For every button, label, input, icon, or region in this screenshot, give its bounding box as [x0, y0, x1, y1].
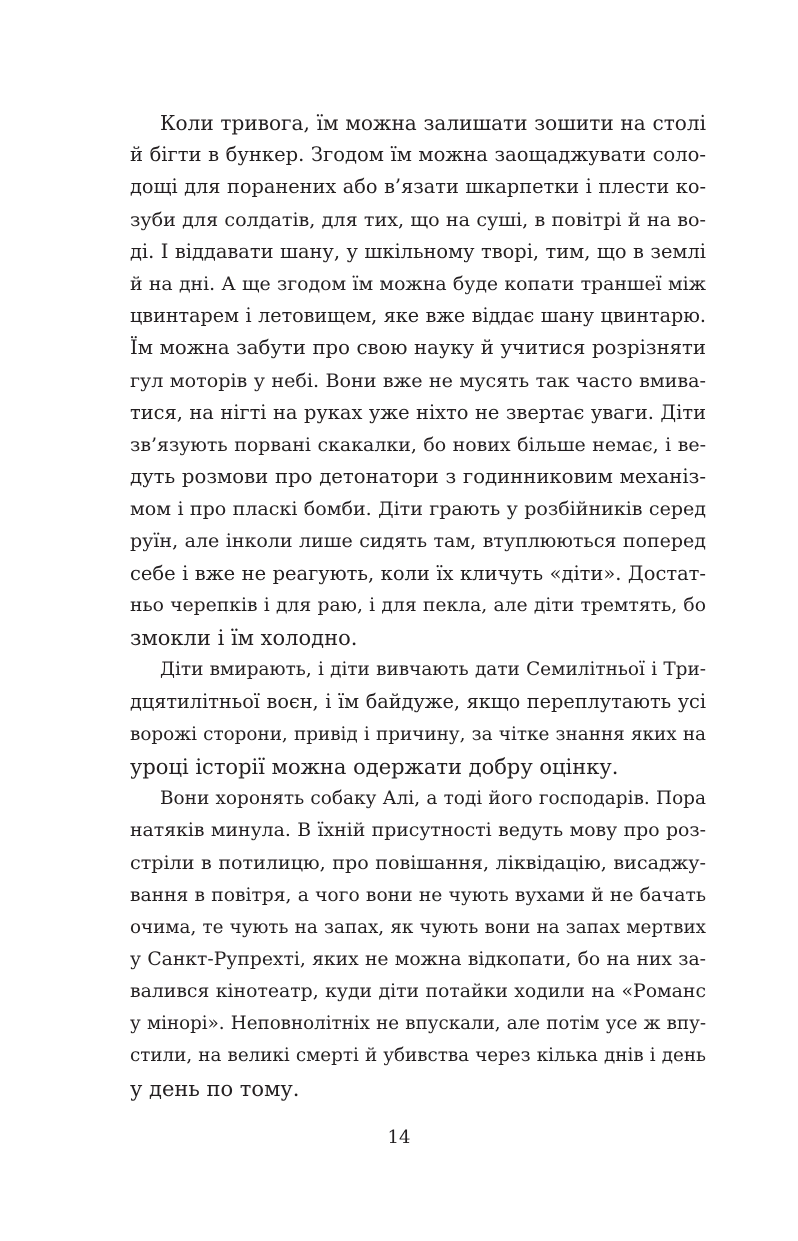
text-line: Вони хоронять собаку Алі, а тоді його господарів. Пора	[160, 787, 706, 809]
text-line: дцятилітньої воєн, і їм байдуже, якщо переплутають усі	[130, 690, 706, 714]
text-line: у Санкт-Рупрехті, яких не можна відкопати, бо на них за-	[130, 948, 706, 970]
text-line: цвинтарем і летовищем, яке вже віддає шану цвинтарю.	[130, 304, 706, 328]
text-line: ворожі сторони, привід і причину, за чітке знання яких на	[130, 723, 706, 745]
text-line: тися, на нігті на руках уже ніхто не звертає уваги. Діти	[130, 400, 706, 424]
body-text	[130, 107, 706, 1105]
text-line: себе і вже не реагують, коли їх кличуть «діти». Достат-	[130, 561, 706, 585]
text-line: змокли і їм холодно.	[130, 626, 358, 650]
paragraph-1	[130, 107, 706, 654]
paragraph-2	[130, 654, 706, 783]
text-line: мом і про пласкі бомби. Діти грають у розбійників серед	[130, 498, 706, 521]
text-line: зв’язують порвані скакалки, бо нових більше немає, і ве-	[130, 433, 706, 456]
text-line: ді. І віддавати шану, у шкільному творі, тим, що в землі	[130, 239, 706, 263]
text-line: натяків минула. В їхній присутності ведуть мову про роз-	[130, 820, 706, 842]
text-line: зуби для солдатів, для тих, що на суші, в повітрі й на во-	[130, 207, 706, 231]
text-line: Їм можна забути про свою науку й учитися розрізняти	[130, 336, 706, 360]
text-line: очима, те чують на запах, як чують вони на запах мертвих	[130, 916, 706, 938]
text-line: гул моторів у небі. Вони вже не мусять так часто вмива-	[130, 368, 706, 392]
text-line: дощі для поранених або в’язати шкарпетки і плести ко-	[130, 175, 706, 199]
text-line: у день по тому.	[130, 1076, 300, 1101]
text-line: уроці історії можна одержати добру оцінку.	[130, 754, 619, 779]
paragraph-3	[130, 783, 706, 1105]
text-line: вання в повітря, а чого вони не чують вухами й не бачать	[130, 884, 706, 906]
text-line: стріли в потилицю, про повішання, ліквідацію, висаджу-	[130, 851, 706, 875]
text-line: у мінорі». Неповнолітніх не впускали, але потім усе ж впу-	[130, 1013, 706, 1035]
text-line: руїн, але інколи лише сидять там, втуплюються поперед	[130, 530, 706, 553]
text-line: й бігти в бункер. Згодом їм можна заощаджувати соло-	[130, 143, 706, 167]
text-line: Коли тривога, їм можна залишати зошити на столі	[160, 111, 706, 135]
text-line: й на дні. А ще згодом їм можна буде копати траншеї між	[130, 272, 706, 295]
page-number: 14	[387, 1127, 411, 1148]
text-line: валився кінотеатр, куди діти потайки ходили на «Романс	[130, 981, 706, 1003]
text-line: ньо черепків і для раю, і для пекла, але діти тремтять, бо	[130, 594, 706, 616]
text-line: стили, на великі смерті й убивства через кілька днів і день	[130, 1045, 706, 1067]
text-line: Діти вмирають, і діти вивчають дати Семилітньої і Три-	[160, 659, 706, 681]
text-line: дуть розмови про детонатори з годинниковим механіз-	[130, 465, 706, 489]
